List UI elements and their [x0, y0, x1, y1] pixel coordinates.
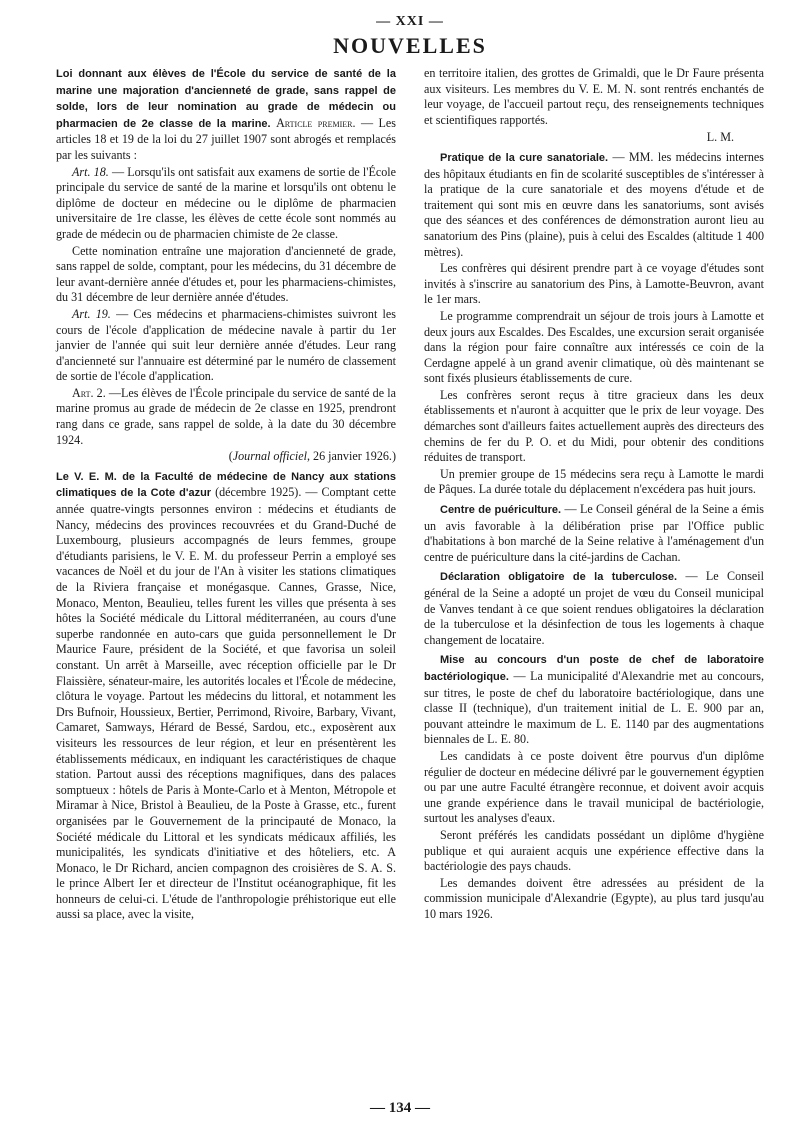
declaration-text: — Le Conseil général de la Seine a adopté un projet de vœu du Conseil municipal de Vanves tendant à ce que soient rendues obligatoires la déclaration de la tuberculose et la désinfection de tous les logements à chaque changement de locataire. [424, 569, 764, 647]
laboratoire-paragraph-3: Seront préférés les candidats possédant un diplôme d'hygiène publique et qui auraient acquis une expérience effective dans la bactériologie des pays chauds. [424, 827, 764, 874]
news-item-laboratoire [424, 652, 764, 922]
vem-continued-paragraph: en territoire italien, des grottes de Grimaldi, que le Dr Faure présenta aux visiteurs. Les membres du V. E. M. N. sont rentrés enchantés de leur voyage, de l'accueil partout reçu, des renseignements techniques et scientifiques rapportés. [424, 66, 764, 127]
puericulture-paragraph [424, 502, 764, 565]
left-column [56, 66, 396, 923]
art2-text: —Les élèves de l'École principale du service de santé de la marine promus au grade de médecin de 2e classe en 1925, prendront rang dans ce grade, sans rappel de solde, à la date du 30 décembre 1924. [56, 385, 396, 447]
right-column [424, 66, 764, 923]
cure-paragraph-1 [424, 150, 764, 260]
puericulture-text: — Le Conseil général de la Seine a émis un avis favorable à la délibération prise par l'Office public d'habitations à bon marché de la Seine relative à l'aménagement d'un centre de puériculture dans la cité-jardins de Cachan. [424, 502, 765, 564]
two-column-body [56, 66, 764, 923]
news-item-law [56, 66, 396, 465]
cure-paragraph-3: Le programme comprendrait un séjour de trois jours à Lamotte et deux jours aux Escaldes. Des Escaldes, une excursion serait organisée dans la région pour faire connaître aux intéressés ce coin de la Cerdagne appelé à un grand avenir climatique, où dès maintenant se sont fixés plusieurs établissements de cure. [424, 308, 764, 386]
cure-paragraph-4: Les confrères seront reçus à titre gracieux dans les deux établissements et n'auront à acquitter que le prix de leur voyage. Des démarches sont d'ailleurs faites actuellement auprès des directeurs des chemins de fer du P. O. et du Midi, pour obtenir des conditions réduites de transport. [424, 387, 764, 465]
journal-ref-title: Journal officiel [232, 449, 307, 464]
nomination-paragraph: Cette nomination entraîne une majoration d'ancienneté de grade, sans rappel de solde, comptant, pour les médecins, du 31 décembre de leur avant-dernière année d'études et, pour les pharmaciens-chimistes, du 31 décembre de leur dernière année d'études. [56, 243, 396, 305]
art19-paragraph [56, 307, 396, 385]
art19-text: — Ces médecins et pharmaciens-chimistes suivront les cours de l'école d'application de médecine navale à partir du 1er janvier de l'année qui suit leur dernière année d'études. Leur rang d'ancienneté sur l'annuaire est déterminé par le numéro de classement de sortie de l'école d'application. [56, 306, 396, 384]
law-article-text: — Les articles 18 et 19 de la loi du 27 juillet 1907 sont abrogés et remplacés par les suivants : [56, 115, 396, 162]
cure-paragraph-2: Les confrères qui désirent prendre part à ce voyage d'études sont invités à s'inscrire au sanatorium des Pins, à Lamotte-Beuvron, avant le 1er mars. [424, 261, 764, 307]
news-item-vem [56, 469, 396, 923]
declaration-heading: Déclaration obligatoire de la tuberculose. [440, 571, 678, 584]
laboratoire-paragraph-1 [424, 652, 764, 748]
declaration-paragraph [424, 569, 764, 648]
law-paragraph [56, 66, 396, 164]
art18-paragraph [56, 165, 396, 243]
section-title: NOUVELLES [333, 33, 487, 58]
art2-paragraph [56, 386, 396, 448]
journal-ref-date: , 26 janvier 1926. [306, 449, 392, 464]
art19-label: Art. 19. [72, 306, 111, 321]
laboratoire-text-1: — La municipalité d'Alexandrie met au concours, sur titres, le poste de chef du laboratoire bactériologique, dans une classe II (technique), d'un traitement initial de L. E. 900 par an, pouvant atteindre le maximum de L. E. 1140 par des augmentations biennales de L. E. 80. [424, 668, 764, 747]
cure-heading: Pratique de la cure sanatoriale. [440, 151, 609, 164]
cure-paragraph-5: Un premier groupe de 15 médecins sera reçu à Lamotte le mardi de Pâques. La durée totale du déplacement n'excédera pas huit jours. [424, 466, 764, 497]
art2-label: Art. 2. [72, 385, 106, 400]
news-item-puericulture [424, 502, 764, 565]
section-folio: — XXI — [376, 14, 444, 29]
news-item-cure [424, 150, 764, 498]
news-item-vem-continued [424, 66, 764, 146]
vem-paragraph [56, 469, 396, 923]
vem-heading: Le V. E. M. de la Faculté de médecine de Nancy aux stations climatiques de la Cote d'azur [56, 470, 396, 500]
laboratoire-paragraph-4: Les demandes doivent être adressées au président de la commission municipale d'Alexandrie (Egypte), au plus tard jusqu'au 10 mars 1926. [424, 875, 764, 921]
page-number: — 134 — [370, 1100, 430, 1116]
art18-label: Art. 18. [72, 164, 109, 179]
laboratoire-paragraph-2: Les candidats à ce poste doivent être pourvus d'un diplôme régulier de docteur en médecine délivré par le gouvernement égyptien ou par une autre Faculté étrangère reconnue, et doivent avoir acquis une grande expérience dans le travail municipal de bactériologie, surtout les analyses d'eaux. [424, 748, 764, 826]
law-article-label: Article premier. [276, 115, 356, 130]
news-item-declaration [424, 569, 764, 648]
vem-text: (décembre 1925). — Comptant cette année quatre-vingts personnes environ : médecins et étudiants de Nancy, médecins des provinces recouvrées et du Grand-Duché de Luxembourg, plusieurs accompagnés de leurs femmes, groupe d'étudiants parisiens, le V. E. M. du professeur Perrin a employé ses vacances de Noël et du jour de l'An à visiter les stations climatiques de la Riviera française et monégasque. Cannes, Grasse, Nice, Monaco, Menton, Beaulieu, telles furent les villes que présenta à ses hôtes la Société médicale du Littoral méditerranéen, au cours d'une superbe randonnée en auto-cars que guida personnellement le Dr Maurice Faure, président de la Société, et que favorisa un soleil constant. Un arrêt à Marseille, avec réception officielle par le Dr Flaissière, sénateur-maire, les autorités locales et l'École de médecine, clôtura le voyage. Partout les médecins du littoral, et notamment les Drs Bufnoir, Houssieux, Bertier, Perrimond, Rivoire, Barbary, Vivant, Camaret, Samways, Hérard de Bessé, Sardou, etc., exposèrent aux visiteurs les ressources de leur région, et leur en présentèrent les établissements médicaux, en indiquant les caractéristiques de chaque station. Partout aussi des réceptions magnifiques, dans des palaces somptueux : hôtels de Paris à Monte-Carlo et à Menton, Métropole et Miramar à Nice, Bristol à Beaulieu, de la Poste à Grasse, etc., furent organisées par le Gouvernement de la principauté de Monaco, la Société médicale du Littoral et les syndicats médicaux affiliés, les municipalités, les syndicats d'initiative et des hôteliers, etc. A Monaco, le Dr Richard, ancien compagnon des croisières de S. A. S. le prince Albert Ier et directeur de l'Institut océanographique, fit les honneurs de celui-ci. L'étude de l'anthropologie préhistorique eut elle aussi sa place, avec la visite, [56, 485, 396, 922]
cure-text-1: — MM. les médecins internes des hôpitaux étudiants en fin de scolarité susceptibles de s'intéresser à la pratique de la cure sanatoriale et des moyens d'étude et de traitement qui sont mis en œuvre dans les sanatoriums, sont avisés que des séances et des conférences de démonstration auront lieu au sanatorium des Pins (plaine), puis à celui des Escaldes (altitude 1 400 mètres). [424, 149, 764, 259]
laboratoire-heading: Mise au concours d'un poste de chef de laboratoire bactériologique. [424, 654, 764, 683]
art18-text: — Lorsqu'ils ont satisfait aux examens de sortie de l'École principale du service de santé de la marine et lorsqu'ils ont obtenu le diplôme de docteur en médecine ou le diplôme de pharmacien universitaire de 1re classe, les élèves de cette école sont nommés au grade de médecin ou de pharmacien chimiste de 2e classe. [56, 164, 396, 241]
journal-reference: (Journal officiel, 26 janvier 1926.) [228, 449, 396, 464]
puericulture-heading: Centre de puériculture. [440, 504, 562, 517]
vem-signature: L. M. [706, 130, 734, 145]
law-heading: Loi donnant aux élèves de l'École du service de santé de la marine une majoration d'ancienneté de grade, sans rappel de solde, lors de leur nomination au grade de médecin ou pharmacien de 2e classe de la marine. [56, 68, 396, 130]
